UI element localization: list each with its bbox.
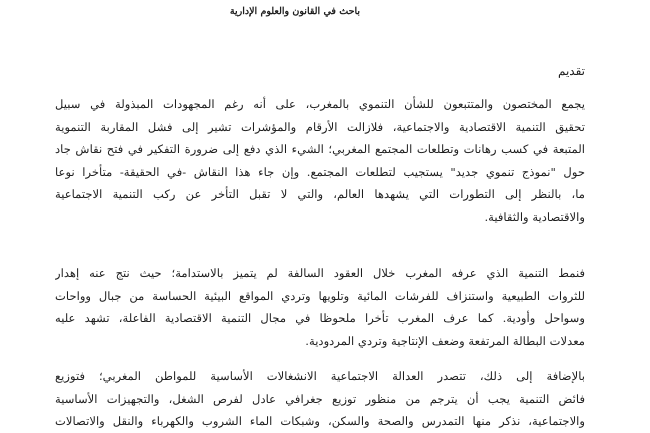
paragraph-2: [55, 262, 585, 352]
paragraph-line: وسواحل وأودية. كما عرف المغرب تأخرا ملحوظا في مجال التنمية الاقتصادية الفاعلة، تشهد عليه: [55, 311, 585, 325]
section-heading: تقديم: [557, 64, 585, 78]
paragraph-line: والاجتماعية، نذكر منها التمدرس والصحة والسكن، وشبكات الماء الشروب والكهرباء والنقل والاتصالات: [55, 414, 585, 428]
paragraph-line: فنمط التنمية الذي عرفه المغرب خلال العقود السالفة لم يتميز بالاستدامة؛ حيث نتج عنه إهدار: [55, 266, 585, 280]
paragraph-line: معدلات البطالة المرتفعة وضعف الإنتاجية وتردي المردودية.: [305, 333, 585, 348]
paragraph-3: [55, 365, 585, 433]
paragraph-line: يجمع المختصون والمتتبعون للشأن التنموي بالمغرب، على أنه رغم المجهودات المبذولة في سبيل: [55, 97, 585, 111]
author-title: باحث في القانون والعلوم الإدارية: [229, 6, 360, 17]
paragraph-line: للثروات الطبيعية واستنزاف للفرشات المائية وتلويها وتردي المواقع البيئية الحساسة من جبال وواحات: [55, 288, 585, 303]
paragraph-line: فائض التنمية يجب أن يترجم من منظور توزيع جغرافي عادل لفرص الشغل، والتجهيزات الأساسية: [55, 391, 585, 406]
paragraph-line: تحقيق التنمية الاقتصادية والاجتماعية، فلازالت الأرقام والمؤشرات تشير إلى فشل المقاربة التنموية: [55, 119, 585, 134]
paragraph-line: والاقتصادية والثقافية.: [484, 209, 585, 224]
paragraph-line: المتبعة في كسب رهانات وتطلعات المجتمع المغربي؛ الشيء الذي دفع إلى ضرورة التفكير في فتح نقاش جاد: [55, 142, 585, 156]
paragraph-line: حول "نموذج تنموي جديد" يستجيب لتطلعات المجتمع. وإن جاء هذا النقاش -في الحقيقة- متأخرا نوعا: [55, 164, 585, 179]
paragraph-line: ما، بالنظر إلى التطورات التي يشهدها العالم، والتي لا تقبل التأخر عن ركب التنمية الاجتماعية: [55, 187, 585, 201]
paragraph-line: بالإضافة إلى ذلك، تتصدر العدالة الاجتماعية الانشغالات الأساسية للمواطن المغربي؛ فتوزيع: [55, 369, 585, 383]
paragraph-1: [55, 93, 585, 228]
